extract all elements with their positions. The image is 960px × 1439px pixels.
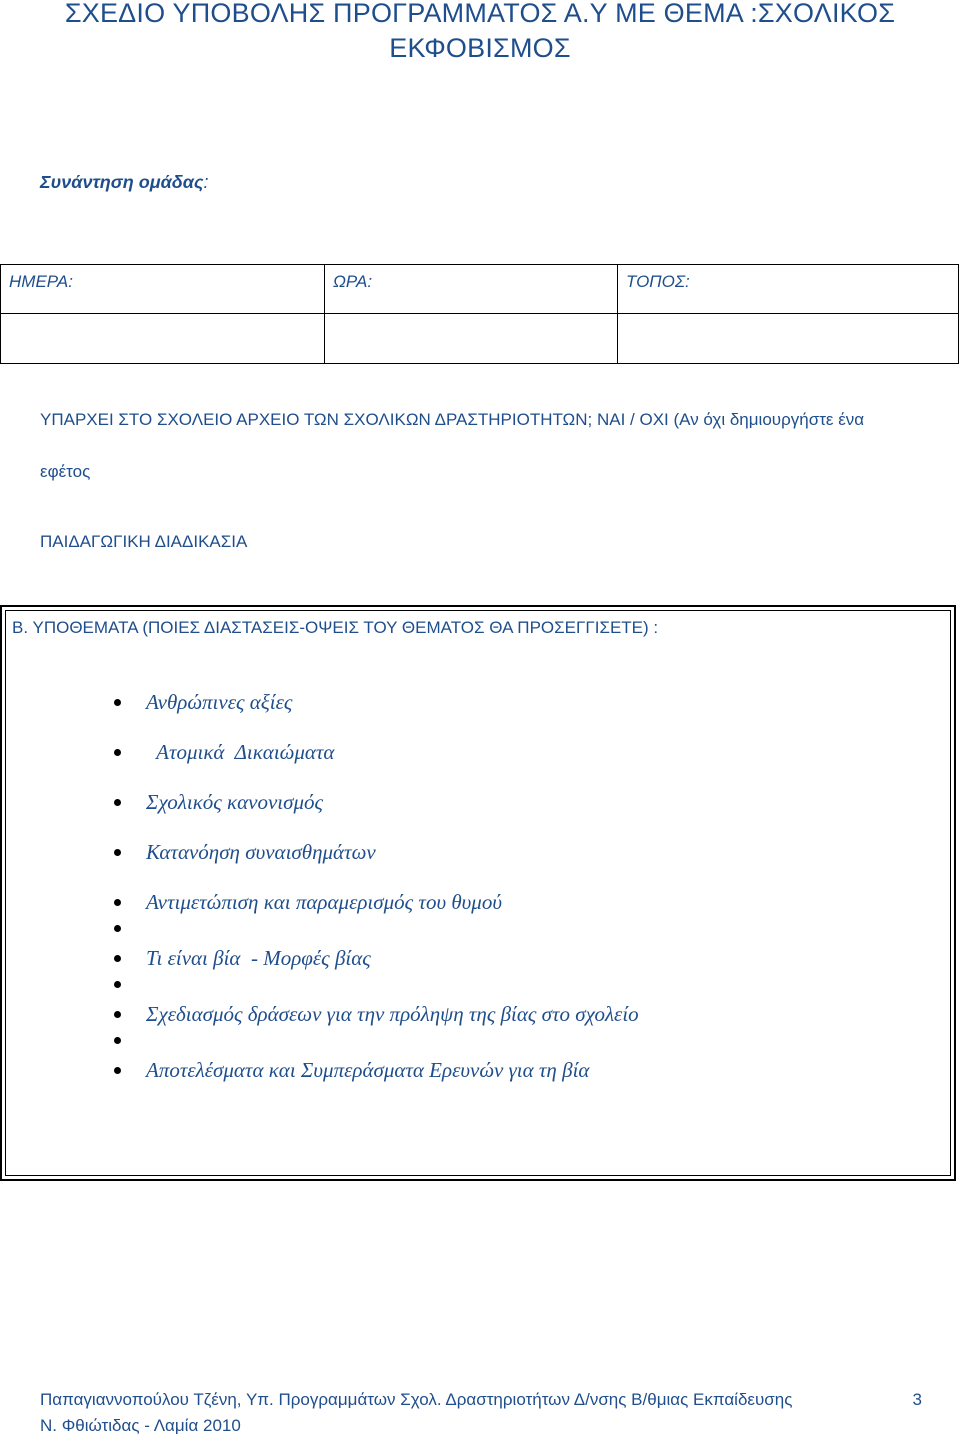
archive-question-line-1: ΥΠΑΡΧΕΙ ΣΤΟ ΣΧΟΛΕΙΟ ΑΡΧΕΙΟ ΤΩΝ ΣΧΟΛΙΚΩΝ ΔΡΑΣΤΗΡΙΟΤΗΤΩΝ; ΝΑΙ / ΟΧΙ (Αν όχι δημιουργήστε ένα	[40, 410, 865, 429]
topic-item	[110, 890, 639, 914]
bullet-icon	[114, 1037, 121, 1044]
page-number: 3	[912, 1390, 922, 1409]
topic-item	[110, 1002, 639, 1026]
bullet-icon	[114, 899, 121, 906]
bullet-icon	[114, 699, 121, 706]
topic-item-empty	[110, 972, 639, 996]
topic-item	[110, 840, 639, 864]
time-cell[interactable]	[325, 314, 618, 364]
topic-text: Κατανόηση συναισθημάτων	[146, 840, 376, 864]
topic-text: Αποτελέσματα και Συμπεράσματα Ερευνών για τη βία	[146, 1058, 590, 1082]
footer-line-2: Ν. Φθιώτιδας - Λαμία 2010	[40, 1416, 241, 1435]
topic-text: Αντιμετώπιση και παραμερισμός του θυμού	[146, 890, 502, 914]
time-header: ΩΡΑ:	[325, 265, 618, 314]
meeting-label-colon: :	[203, 172, 209, 192]
header-line-2: ΕΚΦΟΒΙΣΜΟΣ	[389, 33, 571, 63]
topic-item	[110, 946, 639, 970]
topic-text: Ανθρώπινες αξίες	[146, 690, 293, 714]
header-line-1: ΣΧΕΔΙΟ ΥΠΟΒΟΛΗΣ ΠΡΟΓΡΑΜΜΑΤΟΣ Α.Υ ΜΕ ΘΕΜΑ :ΣΧΟΛΙΚΟΣ	[64, 0, 896, 28]
footer-line-1: Παπαγιαννοπούλου Τζένη, Υπ. Προγραμμάτων Σχολ. Δραστηριοτήτων Δ/νσης Β/θμιας Εκπαίδευσης	[40, 1390, 793, 1409]
bullet-icon	[114, 1067, 121, 1074]
topic-text: Τι είναι βία - Μορφές βίας	[146, 946, 371, 970]
topics-list	[110, 690, 639, 1082]
topic-item	[110, 1058, 639, 1082]
topic-text: Σχολικός κανονισμός	[146, 790, 324, 814]
topic-item	[110, 740, 639, 764]
pedagogy-title: ΠΑΙΔΑΓΩΓΙΚΗ ΔΙΑΔΙΚΑΣΙΑ	[40, 532, 248, 551]
bullet-icon	[114, 799, 121, 806]
bullet-icon	[114, 749, 121, 756]
meeting-label	[40, 172, 209, 193]
topic-item	[110, 690, 639, 714]
bullet-icon	[114, 849, 121, 856]
bullet-icon	[114, 981, 121, 988]
topic-item	[110, 790, 639, 814]
day-header: ΗΜΕΡΑ:	[1, 265, 325, 314]
bullet-icon	[114, 1011, 121, 1018]
bullet-icon	[114, 925, 121, 932]
meeting-label-text: Συνάντηση ομάδας	[40, 172, 204, 192]
archive-question-line-2: εφέτος	[40, 462, 91, 481]
document-header	[0, 0, 960, 66]
place-cell[interactable]	[618, 314, 959, 364]
topic-text: Σχεδιασμός δράσεων για την πρόληψη της βίας στο σχολείο	[146, 1002, 639, 1026]
topic-text: Ατομικά Δικαιώματα	[146, 740, 335, 764]
topic-item-empty	[110, 916, 639, 940]
place-header: ΤΟΠΟΣ:	[618, 265, 959, 314]
day-cell[interactable]	[1, 314, 325, 364]
page-footer	[40, 1387, 920, 1439]
topic-item-empty	[110, 1028, 639, 1052]
topics-title: Β. ΥΠΟΘΕΜΑΤΑ (ΠΟΙΕΣ ΔΙΑΣΤΑΣΕΙΣ-ΟΨΕΙΣ ΤΟΥ ΘΕΜΑΤΟΣ ΘΑ ΠΡΟΣΕΓΓΙΣΕΤΕ) :	[12, 618, 659, 637]
bullet-icon	[114, 955, 121, 962]
meeting-table	[0, 264, 959, 364]
